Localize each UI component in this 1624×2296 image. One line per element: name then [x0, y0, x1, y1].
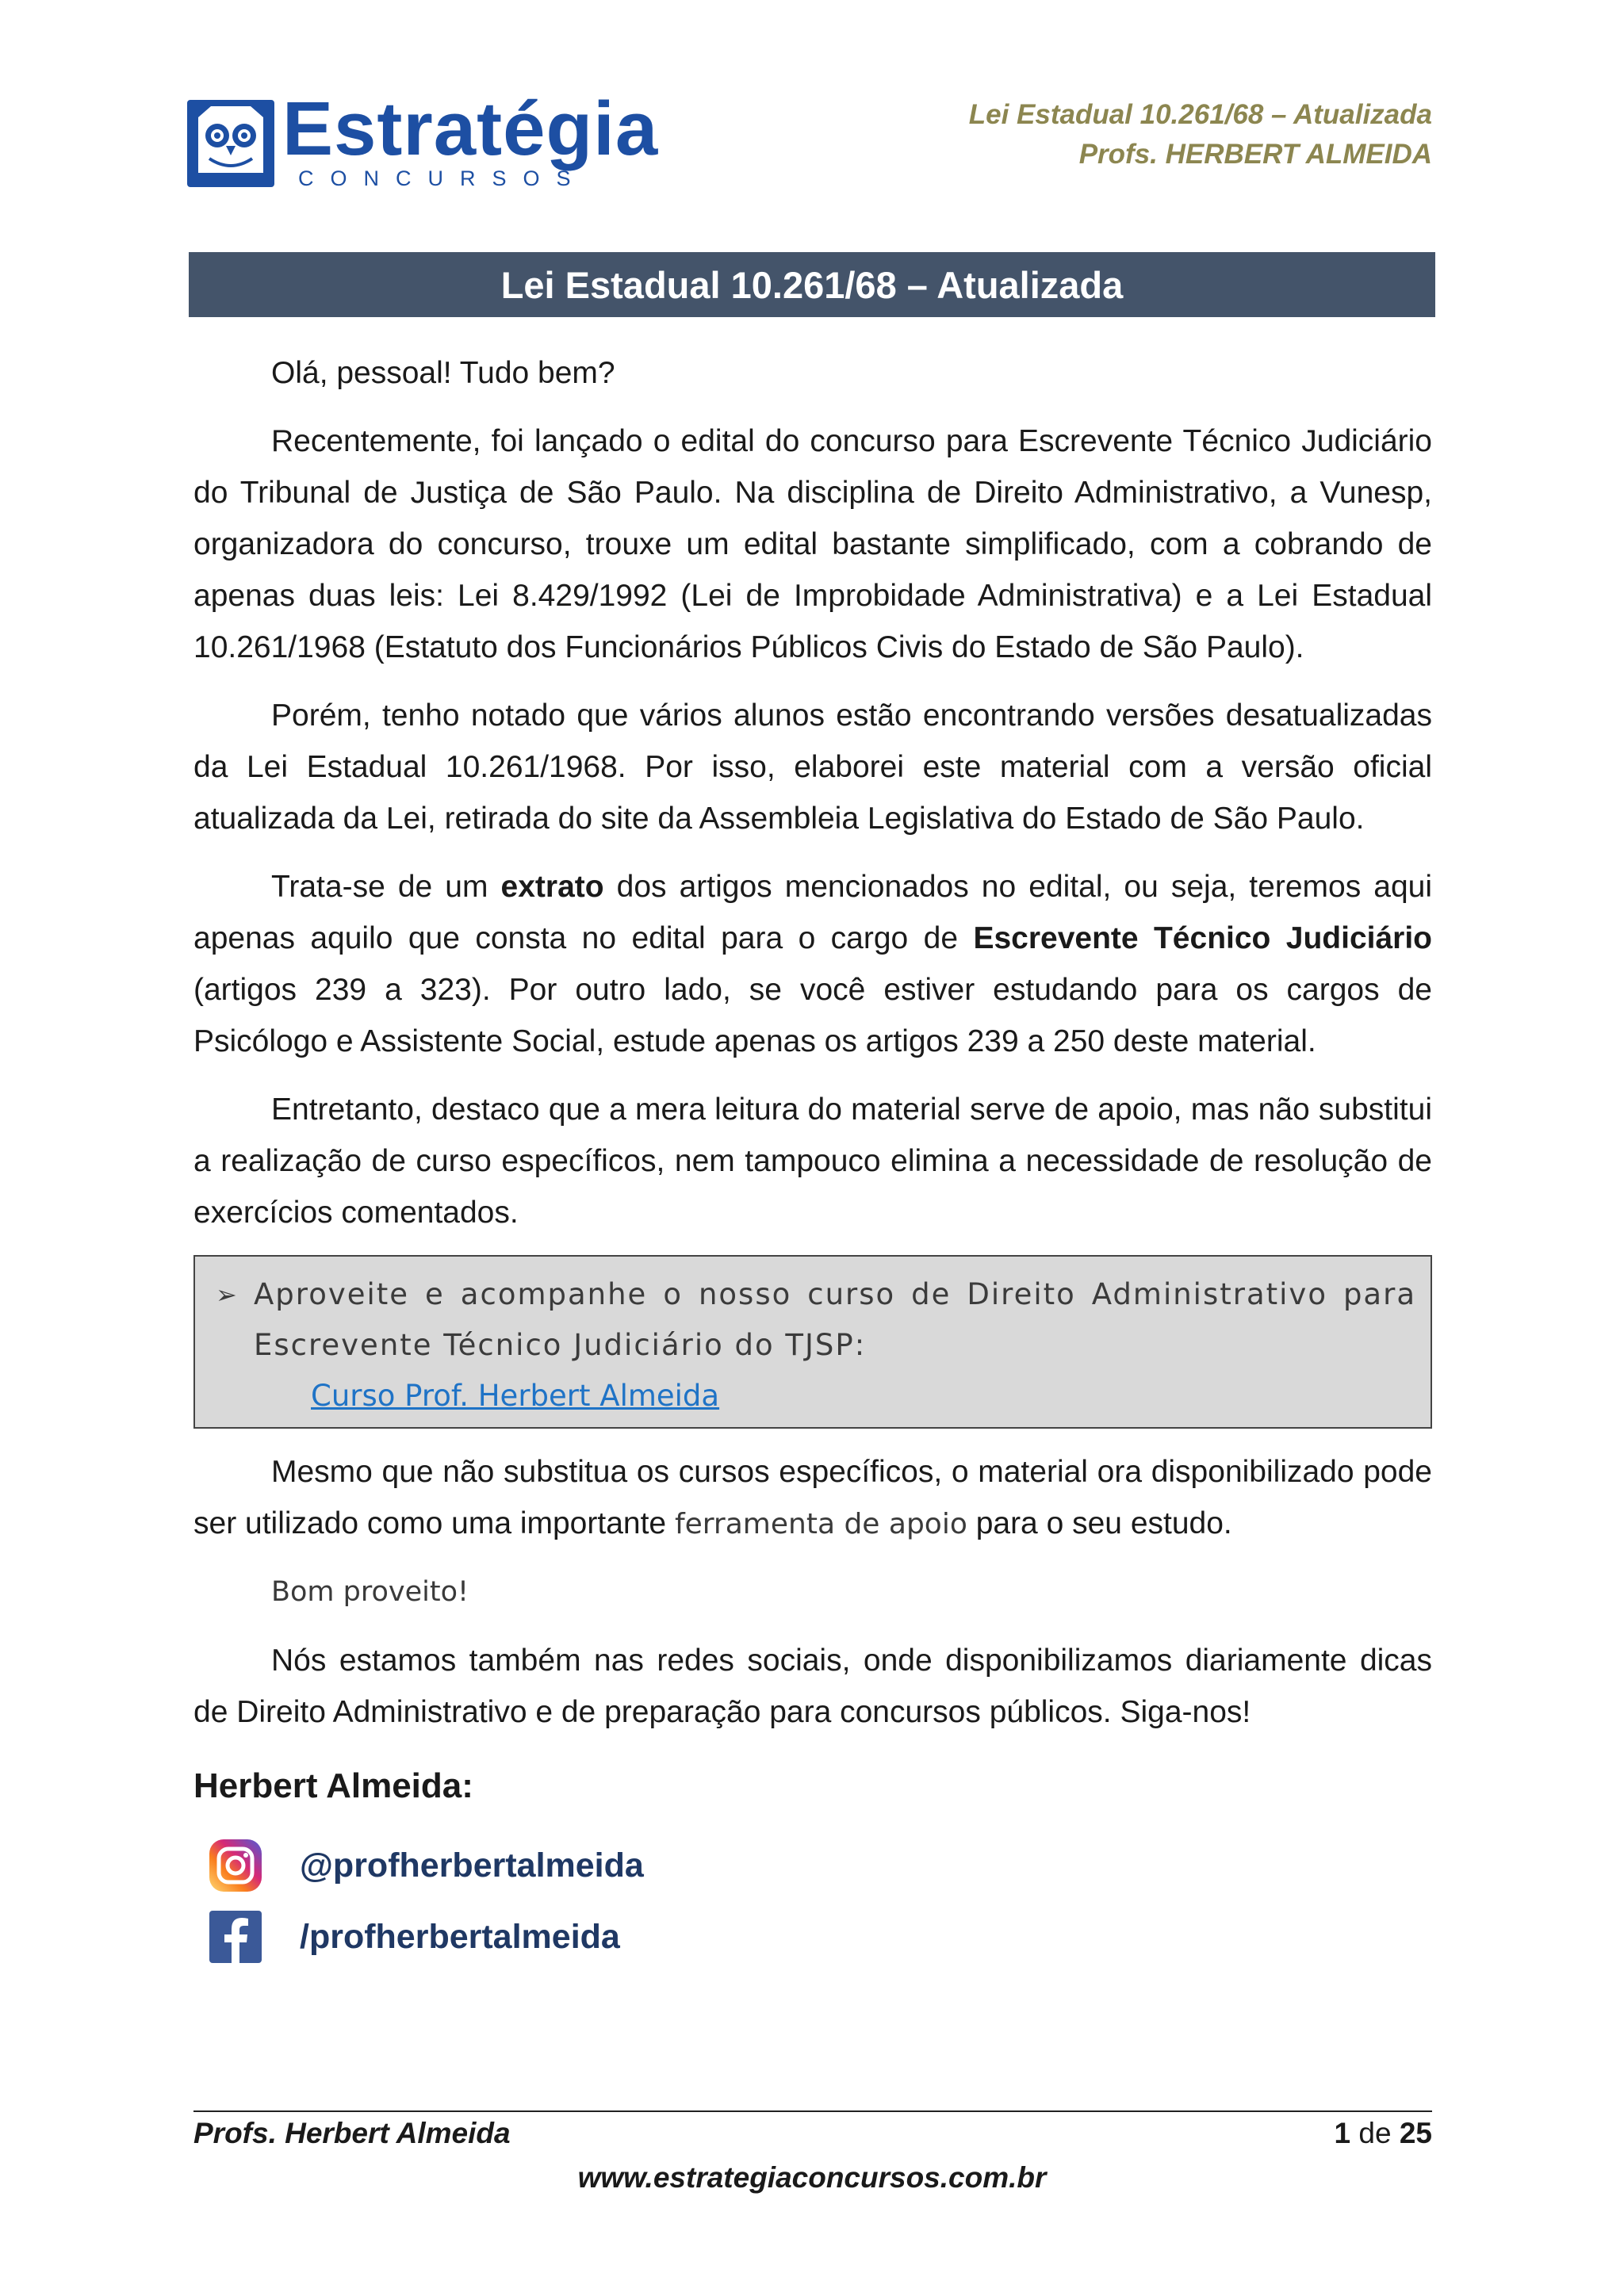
bold-extrato: extrato [500, 870, 604, 904]
author-label: Herbert Almeida: [193, 1766, 473, 1805]
instagram-handle[interactable]: @profherbertalmeida [300, 1846, 644, 1885]
footer-url[interactable]: www.estrategiaconcursos.com.br [577, 2161, 1047, 2194]
instagram-icon [208, 1838, 263, 1893]
paragraph-social: Nós estamos também nas redes sociais, onde disponibilizamos diariamente dicas de Direito Administrativo e de preparação para concursos públicos. Siga-nos! [193, 1644, 1432, 1729]
instagram-row[interactable] [208, 1830, 1432, 1901]
running-header [969, 95, 1432, 174]
document-body [193, 347, 1432, 1973]
footer-author: Profs. Herbert Almeida [193, 2117, 511, 2149]
header-doc-title: Lei Estadual 10.261/68 – Atualizada [968, 99, 1432, 130]
course-link[interactable]: Curso Prof. Herbert Almeida [311, 1379, 720, 1413]
owl-icon [187, 100, 274, 187]
callout-text: Aproveite e acompanhe o nosso curso de Direito Administrativo para Escrevente Técnico Judiciário do TJSP: [254, 1277, 1416, 1362]
header-authors: Profs. HERBERT ALMEIDA [1078, 139, 1432, 170]
logo-subtitle: CONCURSOS [298, 166, 588, 190]
estrategia-logo [187, 86, 695, 192]
paragraph-extract: Trata-se de um extrato dos artigos mencionados no edital, ou seja, teremos aqui apenas aquilo que consta no edital para o cargo de Escrevente Técnico Judiciário (artigos 239 a 323). Por outro lado, se você estiver estudando para os cargos de Psicólogo e Assistente Social, estude apenas os artigos 239 a 250 deste material. [193, 870, 1432, 1058]
paragraph-disclaimer: Entretanto, destaco que a mera leitura do material serve de apoio, mas não substitui a realização de curso específicos, nem tampouco elimina a necessidade de resolução de exercícios comentados. [193, 1093, 1432, 1230]
logo-wordmark: Estratégia [282, 86, 659, 171]
bold-cargo: Escrevente Técnico Judiciário [973, 921, 1432, 955]
footer-divider [193, 2110, 1432, 2112]
paragraph-outdated-versions: Porém, tenho notado que vários alunos estão encontrando versões desatualizadas da Lei Estadual 10.261/1968. Por isso, elaborei este material com a versão oficial atualizada da Lei, retirada do site da Assembleia Legislativa do Estado de São Paulo. [193, 698, 1432, 836]
paragraph-intro: Recentemente, foi lançado o edital do concurso para Escrevente Técnico Judiciário do Tribunal de Justiça de São Paulo. Na disciplina de Direito Administrativo, a Vunesp, organizadora do concurso, trouxe um edital bastante simplificado, com a cobrando de apenas duas leis: Lei 8.429/1992 (Lei de Improbidade Administrativa) e a Lei Estadual 10.261/1968 (Estatuto dos Funcionários Públicos Civis do Estado de São Paulo). [193, 424, 1432, 664]
page-number: 1 de 25 [1334, 2117, 1432, 2149]
facebook-row[interactable] [208, 1901, 1432, 1973]
facebook-icon [208, 1909, 263, 1965]
arrow-bullet-icon: ➢ [216, 1280, 237, 1310]
page-title: Lei Estadual 10.261/68 – Atualizada [189, 252, 1435, 317]
paragraph-support-tool: Mesmo que não substitua os cursos específicos, o material ora disponibilizado pode ser utilizado como uma importante ferramenta de apoio para o seu estudo. [193, 1455, 1432, 1540]
facebook-handle[interactable]: /profherbertalmeida [300, 1917, 620, 1956]
paragraph-bom-proveito: Bom proveito! [271, 1576, 469, 1608]
course-callout [193, 1255, 1432, 1429]
paragraph-greeting: Olá, pessoal! Tudo bem? [271, 356, 615, 390]
